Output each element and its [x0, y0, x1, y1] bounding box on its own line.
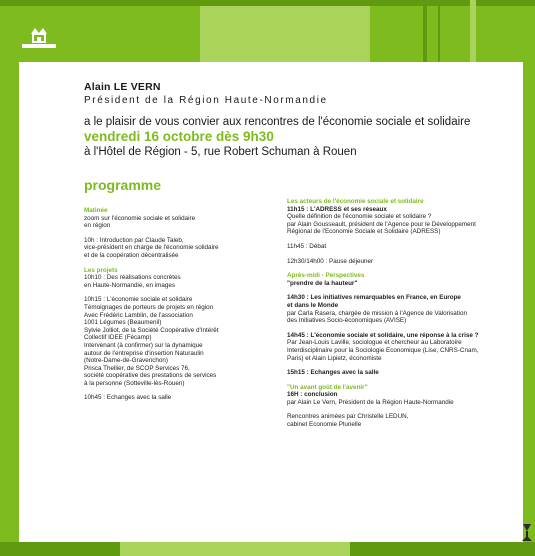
text-line: Intervenant (à confirmer) sur la dynamique: [84, 341, 203, 349]
text-line: 14h45 : L'économie sociale et solidaire, une réponse à la crise ?: [287, 331, 479, 339]
section-title-matinee: Matinée: [84, 207, 108, 214]
text-line: 11h45 : Débat: [287, 242, 327, 250]
text-line: 11h15 : L'ADRESS et ses réseaux: [287, 205, 387, 213]
sender-name: Alain LE VERN: [84, 81, 161, 93]
sender-block: [84, 81, 504, 106]
text-line: 12h30/14h00 : Pause déjeuner: [287, 257, 374, 265]
invite-intro: a le plaisir de vous convier aux rencontres de l'économie sociale et solidaire: [84, 116, 471, 128]
frame-top-strip: [0, 0, 535, 6]
text-line: par Alain Gousseault, président de l'Agence pour le Développement: [287, 220, 476, 228]
frame-bottom-band: [120, 542, 350, 556]
text-line: en Haute-Normandie, en images: [84, 281, 176, 289]
text-line: Quelle définition de l'économie sociale et solidaire ?: [287, 213, 432, 221]
text-line: "prendre de la hauteur": [287, 279, 358, 287]
text-line: par Alain Le Vern, Président de la Région Haute-Normandie: [287, 398, 454, 406]
text-line: 10h : Introduction par Claude Taleb,: [84, 236, 184, 244]
text-line: des Initiatives Socio-économiques (AVISE): [287, 317, 407, 325]
text-line: cabinet Economie Plurielle: [287, 421, 362, 429]
text-line: 10h45 : Echanges avec la salle: [84, 394, 172, 402]
text-line: Témoignages de porteurs de projets en région: [84, 303, 214, 311]
text-line: société coopérative des prestations de services: [84, 372, 217, 380]
frame-band: [200, 0, 370, 62]
text-line: par Carla Rasera, chargée de mission à l'Agence de Valorisation: [287, 309, 467, 317]
section-title-avenir: "Un avant goût de l'avenir": [287, 383, 368, 391]
text-line: zoom sur l'économie sociale et solidaire: [84, 214, 196, 222]
text-line: 16H : conclusion: [287, 391, 338, 399]
invite-date: vendredi 16 octobre dès 9h30: [84, 129, 274, 144]
section-title-apres-midi: Après-midi - Perspectives: [287, 272, 365, 280]
text-line: à la personne (Sotteville-lès-Rouen): [84, 379, 185, 387]
text-line: et de la coopération décentralisée: [84, 251, 179, 259]
region-logo-icon: [22, 28, 56, 54]
frame-stripe: [470, 0, 476, 62]
frame-stripe: [438, 0, 440, 62]
text-line: 1001 Légumes (Beaumenil): [84, 319, 162, 327]
text-line: Prisca Thellier, de SCOP Services 76,: [84, 364, 190, 372]
invite-place: à l'Hôtel de Région - 5, rue Robert Schuman à Rouen: [84, 146, 357, 158]
text-line: Sylvie Jolliot, de la Société Coopérative d'Intérêt: [84, 326, 219, 334]
programme-title: programme: [84, 177, 162, 193]
programme-left-column: [84, 207, 274, 402]
text-line: 10h15 : L'économie sociale et solidaire: [84, 296, 193, 304]
section-title-acteurs: Les acteurs de l'économie sociale et solidaire: [287, 198, 424, 205]
invitation-text: [84, 115, 524, 159]
text-line: Rencontres animées par Christelle LEDUN,: [287, 413, 409, 421]
text-line: et dans le Monde: [287, 301, 339, 309]
text-line: Paris) et Alain Lipietz, économiste: [287, 354, 382, 362]
text-line: 14h30 : Les initiatives remarquables en France, en Europe: [287, 294, 461, 302]
section-title-projets: Les projets: [84, 266, 118, 274]
text-line: Avec Frédéric Lamblin, de l'association: [84, 311, 193, 319]
frame-stripe: [423, 0, 427, 62]
text-line: (Notre-Dame-de-Gravenchon): [84, 357, 168, 365]
text-line: Interdisciplinaire pour la Sociologie Economique (Lise, CNRS-Cnam,: [287, 346, 479, 354]
text-line: 10h10 : Des réalisations concrètes: [84, 274, 181, 282]
text-line: en région: [84, 222, 111, 230]
corner-logo-icon: [520, 522, 534, 544]
text-line: vice-président en charge de l'économie solidaire: [84, 244, 219, 252]
text-line: Collectif IDEE (Fécamp): [84, 334, 152, 342]
text-line: Régional de l'Economie Sociale et Solidaire (ADRESS): [287, 228, 441, 236]
programme-right-column: [287, 198, 512, 429]
text-line: 15h15 : Echanges avec la salle: [287, 369, 379, 377]
sender-title: Président de la Région Haute-Normandie: [84, 95, 328, 106]
text-line: autour de l'entreprise d'insertion Naturaulin: [84, 349, 204, 357]
text-line: Par Jean-Louis Laville, sociologue et chercheur au Laboratoire: [287, 339, 462, 347]
